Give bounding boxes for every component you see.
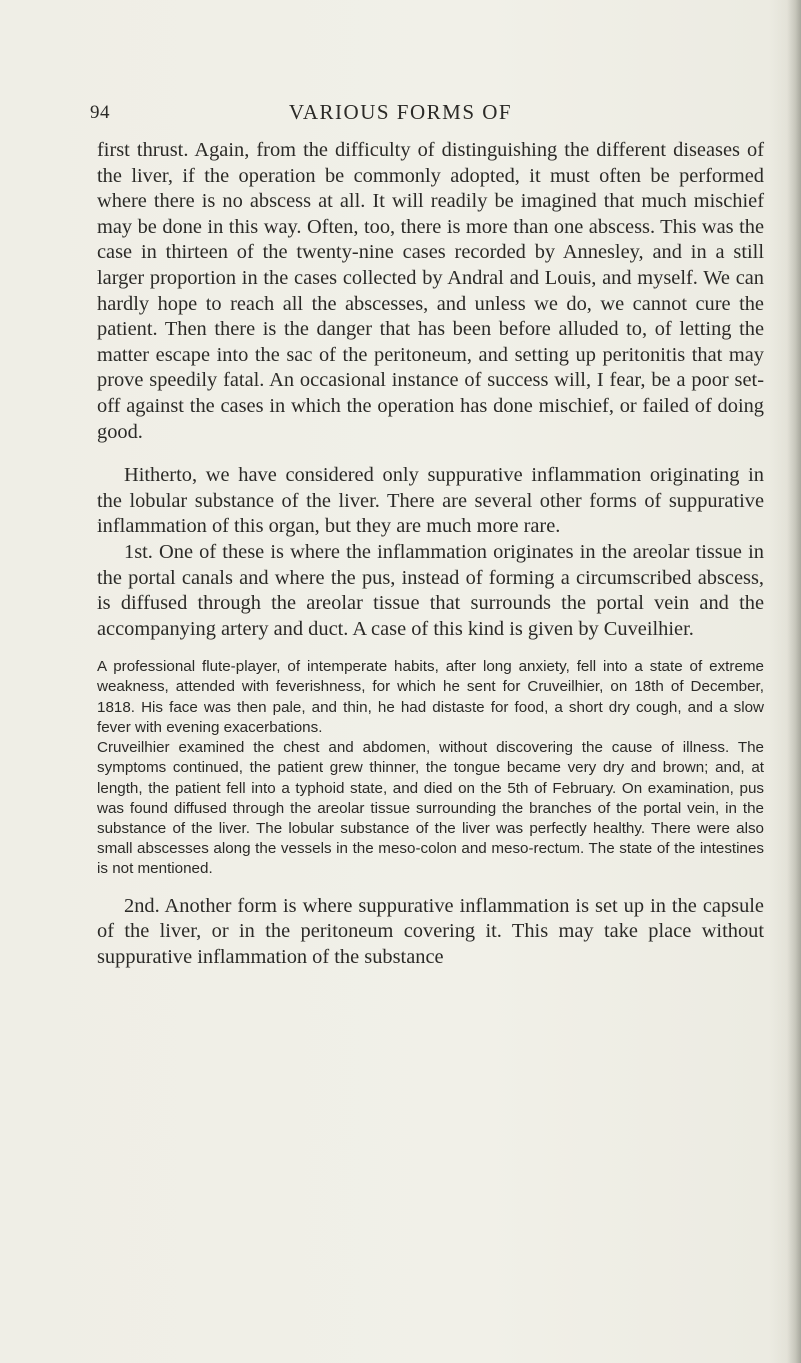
paragraph-hitherto: Hitherto, we have considered only suppurative inflammation originating in the lobular substance of the liver. There are several other forms of suppurative inflammation of this organ, but they are much more rare. <box>97 464 764 538</box>
case-note-flute-player: A professional flute-player, of intemperate habits, after long anxiety, fell into a state of extreme weakness, attended with feverishness, for which he sent for Cruveilhier, on 18th of December, 1818. His face was then pale, and thin, he had distaste for food, a short dry cough, and a slow fever with evening exacerbations. <box>97 658 764 736</box>
case-note-examination: Cruveilhier examined the chest and abdomen, without discovering the cause of illness. The symptoms continued, the patient grew thinner, the tongue became very dry and brown; and, at length, the patient fell into a typhoid state, and died on the 5th of February. On examination, pus was found diffused through the areolar tissue surrounding the branches of the portal vein, in the substance of the liver. The lobular substance of the liver was perfectly healthy. There were also small abscesses along the vessels in the meso-colon and meso-rectum. The state of the intestines is not mentioned. <box>97 739 764 878</box>
paragraph-first-form: 1st. One of these is where the inflammation originates in the areolar tissue in the portal canals and where the pus, instead of forming a circumscribed abscess, is diffused through the areolar tissue that surrounds the portal vein and the accompanying artery and duct. A case of this kind is given by Cuveilhier. <box>97 540 764 640</box>
running-title: VARIOUS FORMS OF <box>288 100 513 124</box>
page-edge-shadow <box>787 0 801 1363</box>
paragraph-second-form: 2nd. Another form is where suppurative inflammation is set up in the capsule of the liver, or in the peritoneum covering it. This may take place without suppurative inflammation of the substance <box>97 894 764 968</box>
page-number: 94 <box>90 102 110 123</box>
page-header <box>0 100 801 130</box>
body-text <box>97 138 764 970</box>
paragraph-continuation: first thrust. Again, from the difficulty of distinguishing the different diseases of the liver, if the operation be commonly adopted, it must often be performed where there is no abscess at all. It will readily be imagined that much mischief may be done in this way. Often, too, there is more than one abscess. This was the case in thirteen of the twenty-nine cases recorded by Annesley, and in a still larger proportion in the cases collected by Andral and Louis, and myself. We can hardly hope to reach all the abscesses, and unless we do, we cannot cure the patient. Then there is the danger that has been before alluded to, of letting the matter escape into the sac of the peritoneum, and setting up peritonitis that may prove speedily fatal. An occasional instance of success will, I fear, be a poor set-off against the cases in which the operation has done mischief, or failed of doing good. <box>97 139 764 443</box>
